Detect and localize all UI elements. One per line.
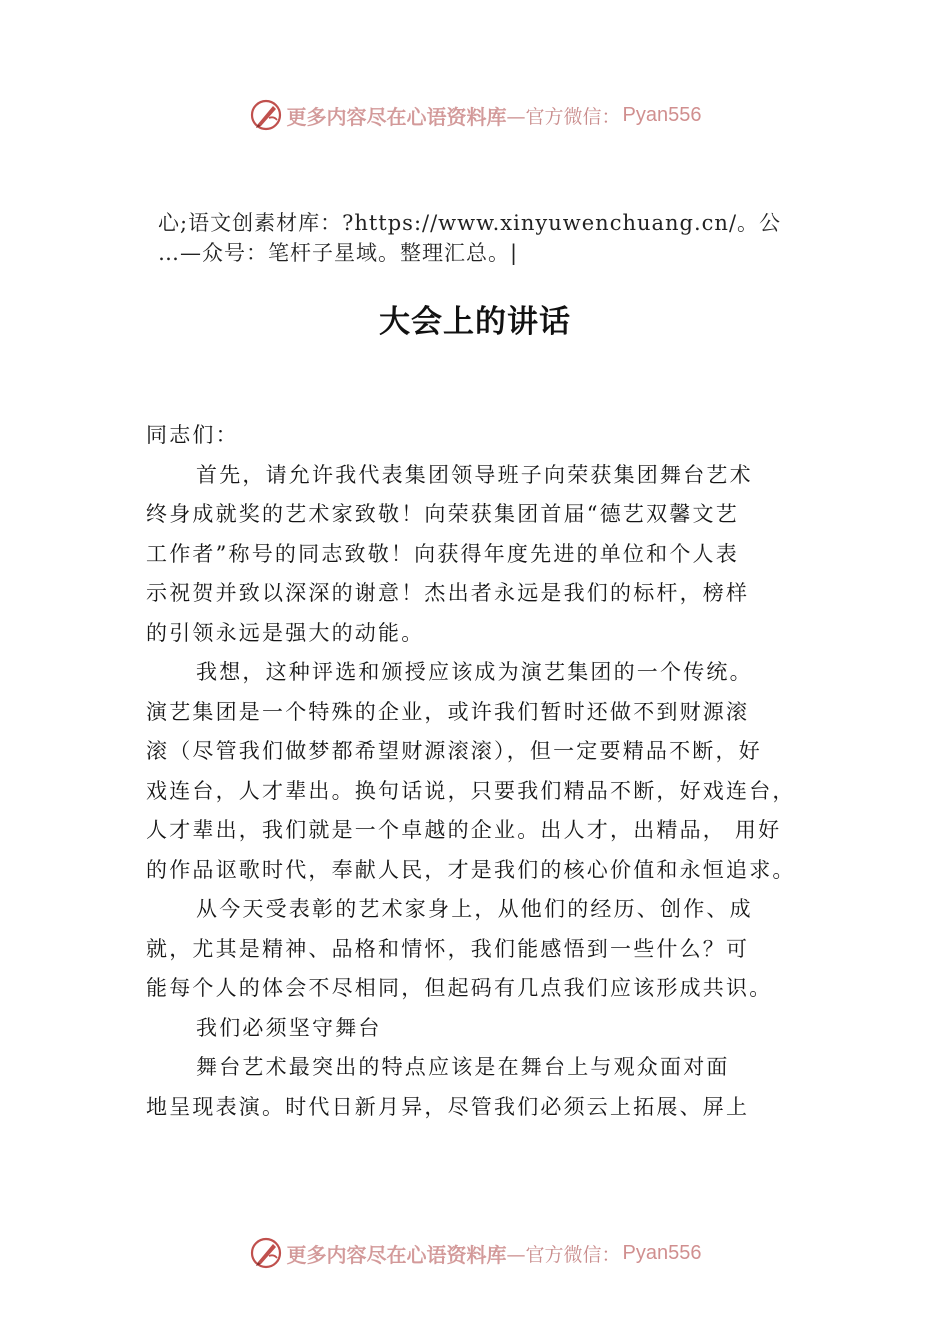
body-line: 从今天受表彰的艺术家身上，从他们的经历、创作、成 bbox=[196, 897, 753, 921]
body-line: 终身成就奖的艺术家致敬！向荣获集团首届“德艺双馨文艺 bbox=[146, 502, 739, 526]
salutation: 同志们： bbox=[146, 423, 239, 447]
body-line: 的作品讴歌时代，奉献人民，才是我们的核心价值和永恒追求。 bbox=[146, 857, 796, 882]
banner-wechat-id: Pyan556 bbox=[622, 1241, 702, 1264]
source-note-line: 心;语文创素材库：?https://www.xinyuwenchuang.cn/。公 bbox=[158, 211, 782, 235]
body-line: 工作者”称号的同志致敬！向获得年度先进的单位和个人表 bbox=[146, 541, 739, 566]
banner-main-text: 更多内容尽在心语资料库 bbox=[286, 1242, 507, 1267]
body-line: 滚（尽管我们做梦都希望财源滚滚），但一定要精品不断，好 bbox=[146, 739, 762, 763]
section-heading: 我们必须坚守舞台 bbox=[196, 1015, 382, 1040]
body-line: 首先，请允许我代表集团领导班子向荣获集团舞台艺术 bbox=[196, 462, 753, 487]
source-note bbox=[158, 208, 838, 268]
banner-wechat-id: Pyan556 bbox=[622, 103, 702, 126]
header-banner bbox=[0, 95, 950, 135]
body-line: 演艺集团是一个特殊的企业，或许我们暂时还做不到财源滚 bbox=[146, 699, 750, 724]
body-line: 戏连台，人才辈出。换句话说，只要我们精品不断，好戏连台， bbox=[146, 778, 796, 803]
banner-sub-text: —官方微信： bbox=[506, 1243, 621, 1266]
pen-logo-icon bbox=[249, 1236, 283, 1270]
body-line: 就，尤其是精神、品格和情怀，我们能感悟到一些什么？可 bbox=[146, 936, 750, 961]
document-body bbox=[146, 416, 846, 1127]
banner-main-text: 更多内容尽在心语资料库 bbox=[286, 104, 507, 129]
body-line: 的引领永远是强大的动能。 bbox=[146, 620, 425, 645]
pen-logo-icon bbox=[249, 98, 283, 132]
body-line: 人才辈出，我们就是一个卓越的企业。出人才，出精品， 用好 bbox=[146, 818, 782, 842]
body-line: 示祝贺并致以深深的谢意！杰出者永远是我们的标杆，榜样 bbox=[146, 581, 750, 605]
body-line: 地呈现表演。时代日新月异，尽管我们必须云上拓展、屏上 bbox=[146, 1094, 750, 1119]
source-note-line: …—众号：笔杆子星域。整理汇总。| bbox=[158, 241, 519, 265]
body-line: 能每个人的体会不尽相同，但起码有几点我们应该形成共识。 bbox=[146, 976, 773, 1000]
footer-banner bbox=[0, 1233, 950, 1273]
body-line: 舞台艺术最突出的特点应该是在舞台上与观众面对面 bbox=[196, 1055, 730, 1079]
banner-sub-text: —官方微信： bbox=[506, 105, 621, 128]
document-title: 大会上的讲话 bbox=[379, 304, 571, 340]
body-line: 我想，这种评选和颁授应该成为演艺集团的一个传统。 bbox=[196, 660, 753, 684]
